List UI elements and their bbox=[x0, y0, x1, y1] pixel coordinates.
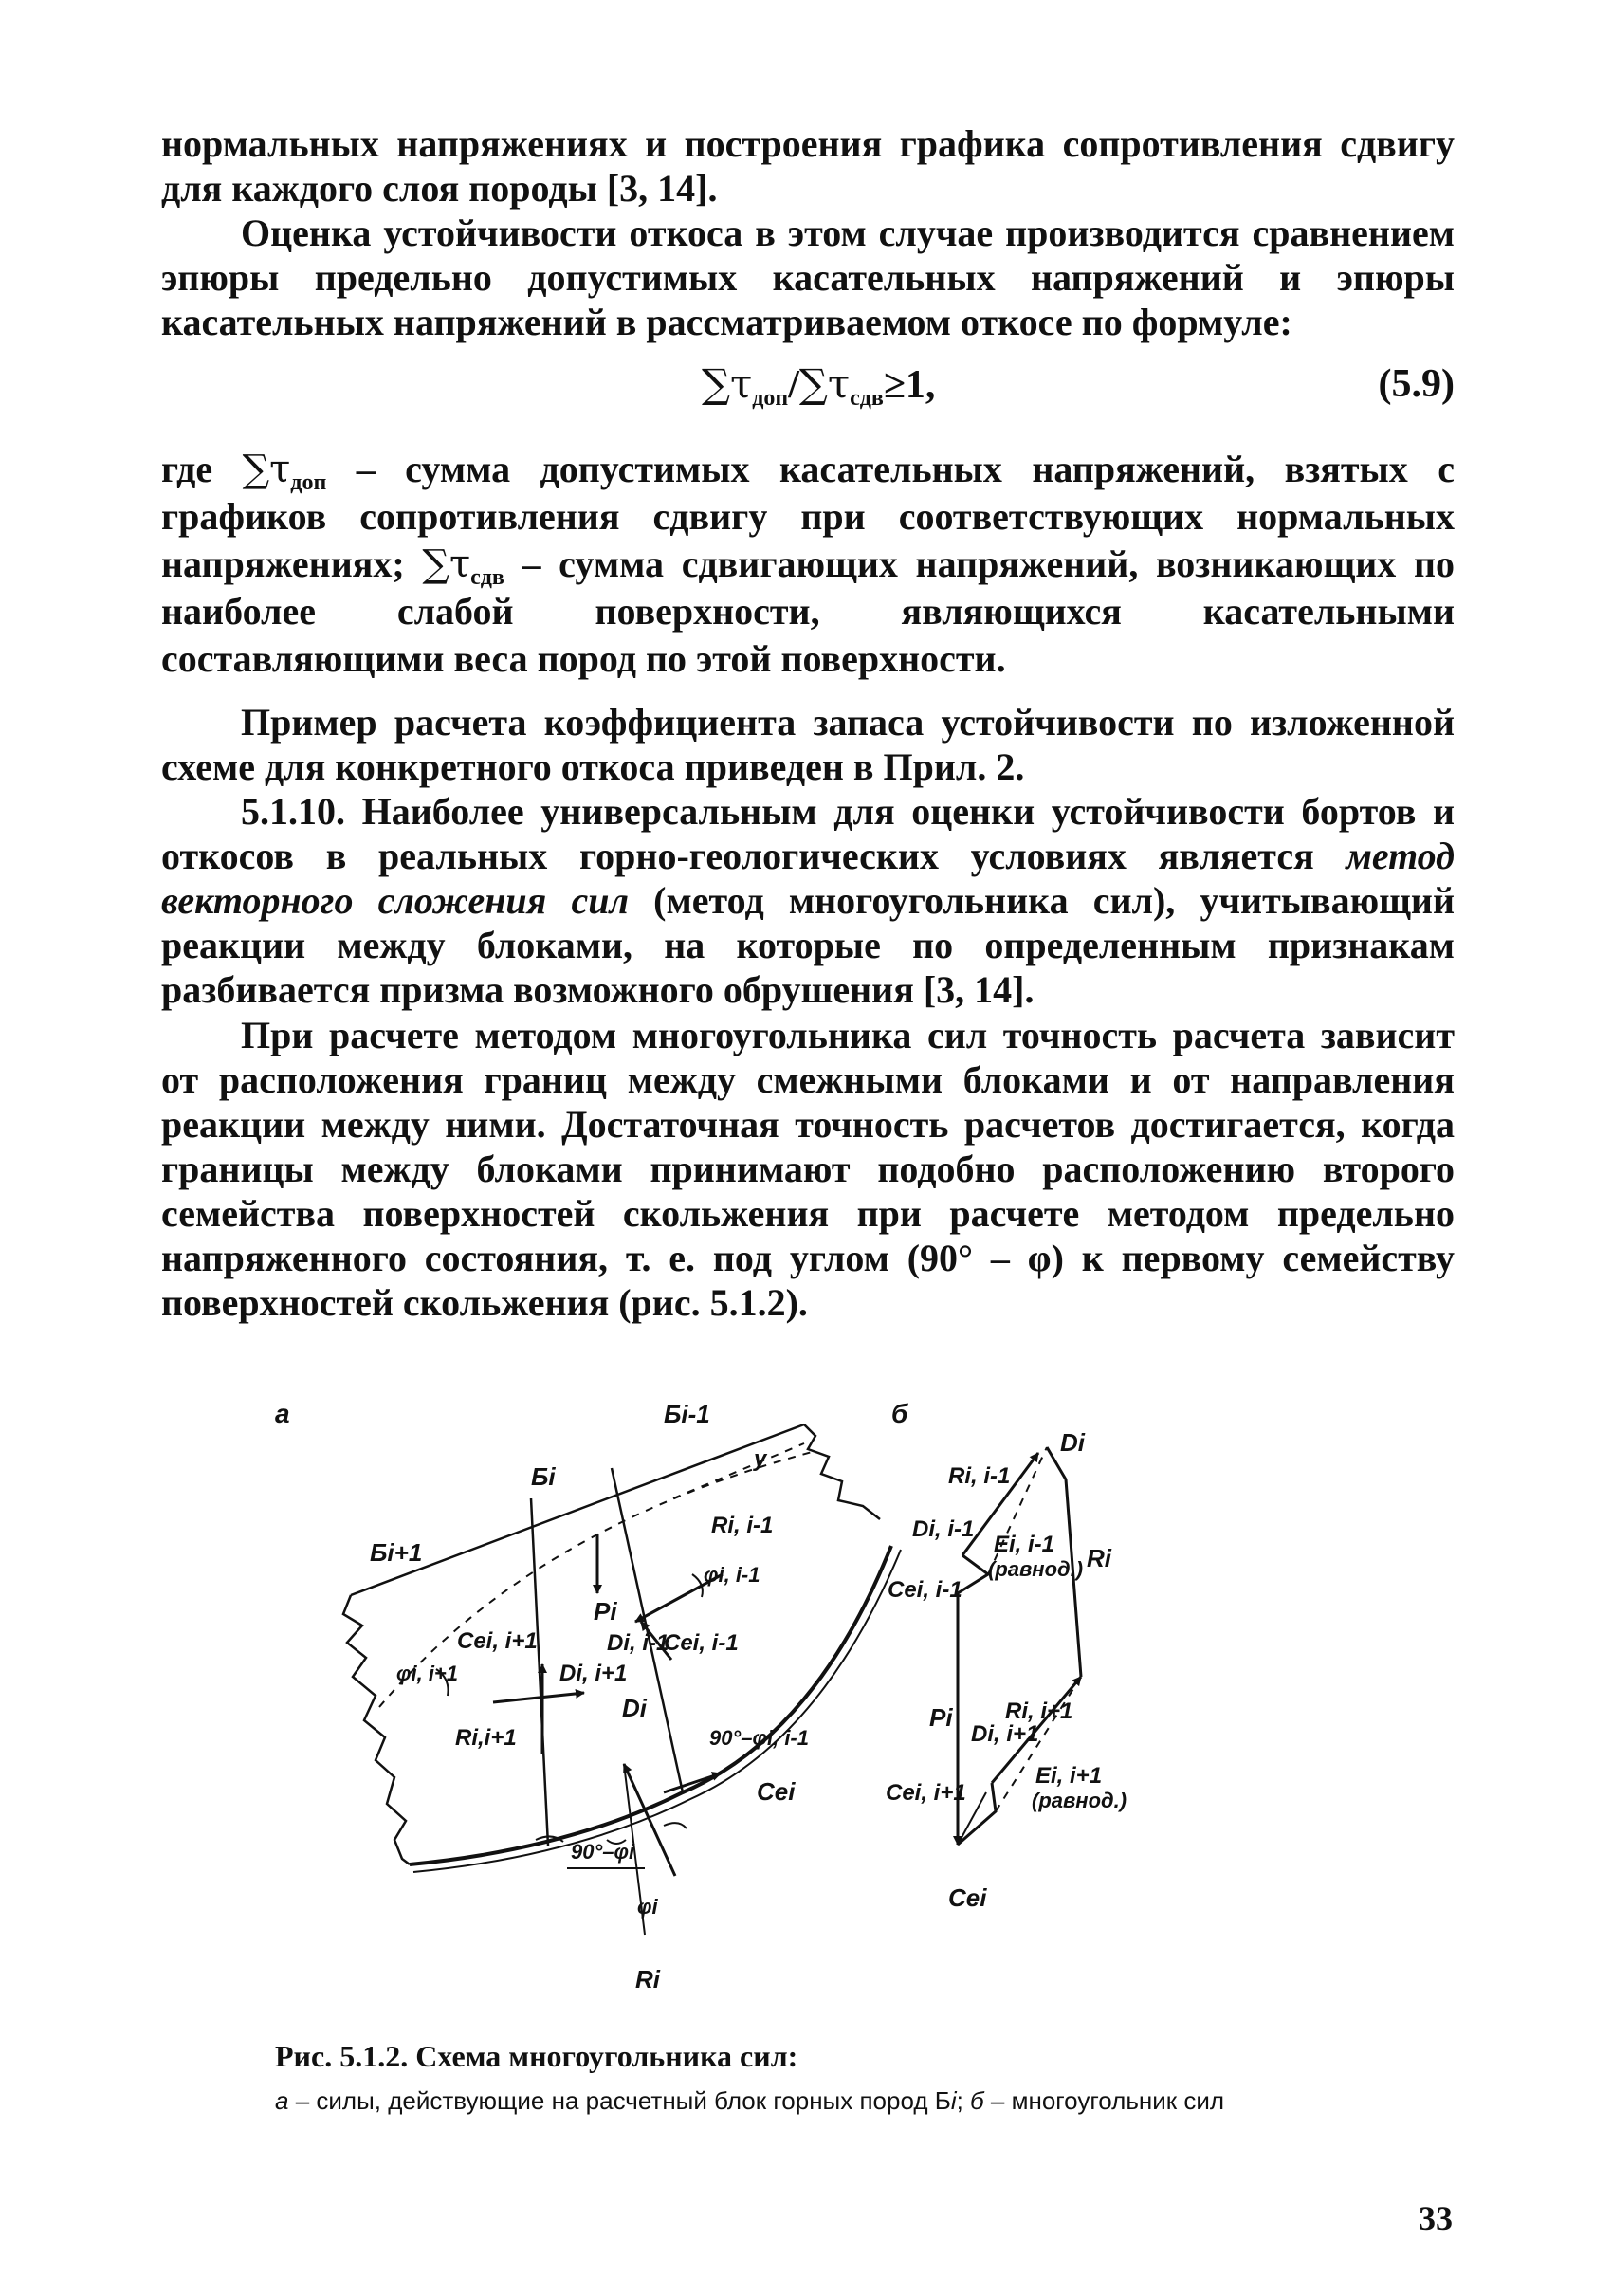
method-name-emphasis: метод векторного сложения сил bbox=[161, 835, 1455, 922]
polygon-D-i-i-minus-1 bbox=[958, 1555, 988, 1593]
label-b-R-i-i-plus-1: Ri, i+1 bbox=[1005, 1699, 1073, 1724]
label-phi-i: φi bbox=[637, 1895, 658, 1919]
label-b-Ce-i: Сei bbox=[948, 1883, 987, 1912]
label-phi-i-i-plus-1: φi, i+1 bbox=[396, 1662, 459, 1685]
label-90-minus-phi-i-i-minus-1: 90°–φi, i-1 bbox=[709, 1726, 809, 1750]
boundary-i-plus-1 bbox=[531, 1498, 548, 1846]
paragraph-continuation bbox=[161, 121, 1455, 211]
label-b-D-i-i-plus-1: Di, i+1 bbox=[971, 1721, 1039, 1747]
paragraph-5: 5.1.10. Наиболее универсальным для оценки устойчивости бортов и откосов в реальных горно-геологических условиях является метод векторного сложения сил (метод многоугольника сил), учитывающий реакции между блоками, на которые по определенным признакам разбивается призма возможного обрушения [3, 14]. bbox=[161, 790, 1456, 1011]
figure-caption-body: а – силы, действующие на расчетный блок горных пород Бi; б – многоугольник сил bbox=[275, 2086, 1225, 2115]
label-b-P-i: Pi bbox=[929, 1703, 953, 1732]
paragraph-1: нормальных напряжениях и построения графика сопротивления сдвигу для каждого слоя породы [3, 14]. bbox=[161, 122, 1455, 210]
label-D-i-i-plus-1: Di, i+1 bbox=[559, 1661, 628, 1686]
paragraph-4: Пример расчета коэффициента запаса устойчивости по изложенной схеме для конкретного откоса приведен в Прил. 2. bbox=[161, 701, 1455, 788]
formula-number: (5.9) bbox=[1378, 362, 1455, 406]
label-D-i-i-minus-1: Di, i-1 bbox=[607, 1630, 669, 1656]
paragraph-5-1-10 bbox=[161, 789, 1455, 1012]
label-b-E-i-i-minus-1: Ei, i-1 bbox=[994, 1532, 1055, 1557]
paragraph-stability-assessment bbox=[161, 211, 1455, 344]
label-B-i: Бi bbox=[531, 1462, 556, 1491]
label-R-i-i-minus-1: Ri, i-1 bbox=[711, 1513, 774, 1538]
sliding-surface-inner bbox=[413, 1550, 901, 1872]
label-b-R-i-i-minus-1: Ri, i-1 bbox=[948, 1463, 1011, 1489]
label-Ce-i-i-minus-1: Сei, i-1 bbox=[664, 1630, 739, 1656]
label-Ce-i: Сei bbox=[757, 1777, 796, 1806]
formula-5-9 bbox=[161, 360, 1455, 410]
paragraph-definitions bbox=[161, 446, 1455, 683]
arc-phi-i-minus-1 bbox=[692, 1574, 703, 1597]
label-90-minus-phi-i: 90°–φi bbox=[571, 1840, 635, 1864]
label-R-i: Ri bbox=[635, 1965, 660, 1993]
label-P-i: Pi bbox=[594, 1597, 617, 1626]
label-y: y bbox=[754, 1446, 767, 1472]
panel-a-label: а bbox=[275, 1399, 290, 1428]
label-B-i-plus-1: Бi+1 bbox=[370, 1538, 423, 1567]
label-b-R-i: Ri bbox=[1087, 1544, 1111, 1572]
panel-a-labels bbox=[370, 1400, 809, 1993]
label-Ce-i-i-plus-1: Сei, i+1 bbox=[457, 1628, 538, 1654]
dashed-line-upper bbox=[673, 1443, 804, 1498]
label-B-i-minus-1: Бi-1 bbox=[664, 1400, 710, 1428]
paragraph-accuracy bbox=[161, 1013, 1455, 1325]
figure-caption-title: Рис. 5.1.2. Схема многоугольника сил: bbox=[275, 2039, 798, 2073]
paragraph-3: где $\sum\tau_{доп}$ – сумма допустимых касательных напряжений, взятых с графиков сопротивления сдвигу при соответствующих нормальных напряжениях; $\sum\tau_{сдв}$ – сумма сдвигающих напряжений, возникающих по наиболее слабой поверхности, являющихся касательными составляющими веса пород по этой поверхности. bbox=[161, 448, 1455, 680]
label-b-E-i-i-plus-1: Ei, i+1 bbox=[1035, 1763, 1103, 1789]
label-b-ravnod-2: (равнод.) bbox=[1032, 1789, 1127, 1812]
force-polygon-figure bbox=[275, 1394, 1309, 2001]
left-break-line bbox=[343, 1595, 410, 1864]
vector-D-i-i-plus-1 bbox=[493, 1693, 584, 1702]
right-break-line bbox=[804, 1424, 880, 1519]
panel-b-labels bbox=[886, 1428, 1127, 1912]
label-b-Ce-i-i-plus-1: Сei, i+1 bbox=[886, 1780, 966, 1806]
label-b-D-i: Di bbox=[1060, 1428, 1085, 1457]
panel-b-label: б bbox=[891, 1399, 908, 1428]
paragraph-2: Оценка устойчивости откоса в этом случае производится сравнением эпюры предельно допустимых касательных напряжений и эпюры касательных напряжений в рассматриваемом откосе по формуле: bbox=[161, 211, 1455, 343]
label-phi-i-i-minus-1: φi, i-1 bbox=[704, 1563, 760, 1587]
formula-expression: $\sum\tau_{доп}/\sum\tau_{сдв}\ge 1$, bbox=[702, 360, 936, 411]
label-b-D-i-i-minus-1: Di, i-1 bbox=[912, 1516, 975, 1542]
paragraph-example bbox=[161, 700, 1455, 789]
page-number: 33 bbox=[1419, 2199, 1453, 2237]
label-b-ravnod-1: (равнод.) bbox=[988, 1557, 1084, 1581]
label-b-Ce-i-i-minus-1: Сei, i-1 bbox=[888, 1577, 962, 1603]
label-D-i: Di bbox=[622, 1694, 647, 1722]
paragraph-6: При расчете методом многоугольника сил точность расчета зависит от расположения границ между смежными блоками и от направления реакции между ними. Достаточная точность расчетов достигается, когда границы между блоками принимают подобно расположению второго семейства поверхностей скольжения при расчете методом предельно напряженного состояния, т. е. под углом (90° – φ) к первому семейству поверхностей скольжения (рис. 5.1.2). bbox=[161, 1014, 1455, 1324]
arc-90-minus-phi-i-minus-1 bbox=[664, 1823, 687, 1828]
label-R-i-i-plus-1: Ri,i+1 bbox=[455, 1725, 517, 1751]
